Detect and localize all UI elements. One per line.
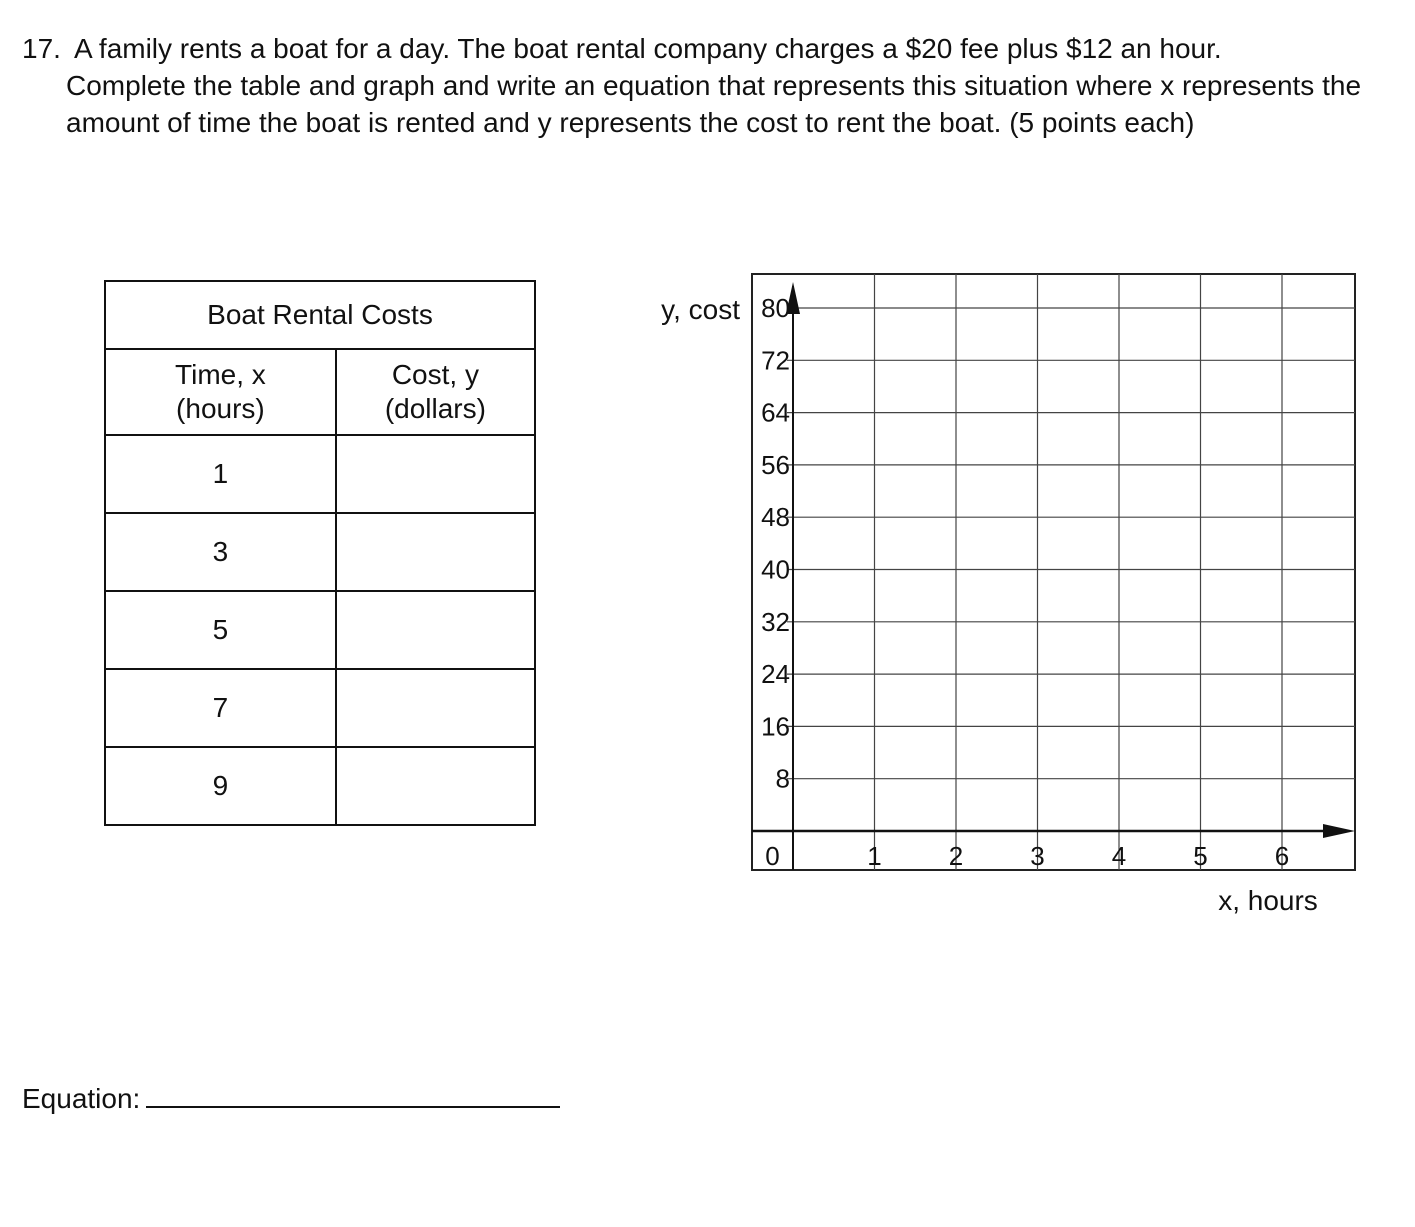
y-tick-label: 32 [761, 606, 790, 637]
equation-area [22, 1078, 560, 1115]
table-row [105, 747, 535, 825]
x-tick-label: 5 [1193, 841, 1208, 871]
time-cell: 3 [105, 513, 336, 591]
y-tick-label: 24 [761, 659, 790, 690]
origin-label: 0 [765, 841, 780, 871]
time-cell: 7 [105, 669, 336, 747]
table-row [105, 669, 535, 747]
time-cell: 9 [105, 747, 336, 825]
x-tick-label: 1 [867, 841, 882, 871]
x-tick-label: 2 [948, 841, 964, 871]
time-cell: 1 [105, 435, 336, 513]
table-title: Boat Rental Costs [105, 281, 535, 349]
y-tick-label: 8 [775, 763, 790, 794]
cost-cell[interactable] [336, 591, 535, 669]
y-tick-label: 80 [761, 293, 790, 323]
y-axis-title: y, cost [661, 294, 740, 325]
table-row [105, 591, 535, 669]
x-tick-label: 3 [1030, 841, 1045, 871]
time-column-header [105, 349, 336, 435]
table-row [105, 513, 535, 591]
y-tick-label: 40 [761, 554, 790, 585]
equation-label: Equation: [22, 1083, 141, 1114]
cost-cell[interactable] [336, 669, 535, 747]
x-tick-label: 4 [1111, 841, 1127, 871]
y-tick-label: 48 [761, 502, 790, 533]
cost-cell[interactable] [336, 435, 535, 513]
y-tick-label: 64 [761, 397, 790, 428]
problem-instructions: Complete the table and graph and write an equation that represents this situation where x represents the amount of time the boat is rented and y represents the cost to rent the boat. (5 points each) [66, 70, 1362, 138]
boat-rental-table [104, 280, 536, 826]
graph-canvas[interactable] [600, 260, 1380, 940]
time-header-label: Time, x [175, 359, 266, 390]
cost-header-label: Cost, y [391, 359, 479, 390]
graph-frame [752, 274, 1355, 870]
cost-graph [600, 260, 1380, 940]
problem-line-1: A family rents a boat for a day. The boat rental company charges a $20 fee plus $12 an hour. [74, 33, 1222, 64]
y-tick-label: 56 [761, 449, 790, 480]
time-cell: 5 [105, 591, 336, 669]
cost-cell[interactable] [336, 513, 535, 591]
y-tick-label: 16 [761, 711, 790, 742]
x-axis-title: x, hours [1218, 885, 1318, 916]
cost-header-unit: (dollars) [384, 393, 486, 424]
table-row [105, 435, 535, 513]
cost-column-header [336, 349, 535, 435]
x-tick-label: 6 [1274, 841, 1290, 871]
time-header-unit: (hours) [176, 393, 265, 424]
problem-number: 17. [22, 33, 61, 64]
x-axis-arrow [1323, 824, 1355, 838]
cost-cell[interactable] [336, 747, 535, 825]
equation-answer-line[interactable] [146, 1078, 560, 1108]
y-tick-label: 72 [761, 345, 790, 376]
